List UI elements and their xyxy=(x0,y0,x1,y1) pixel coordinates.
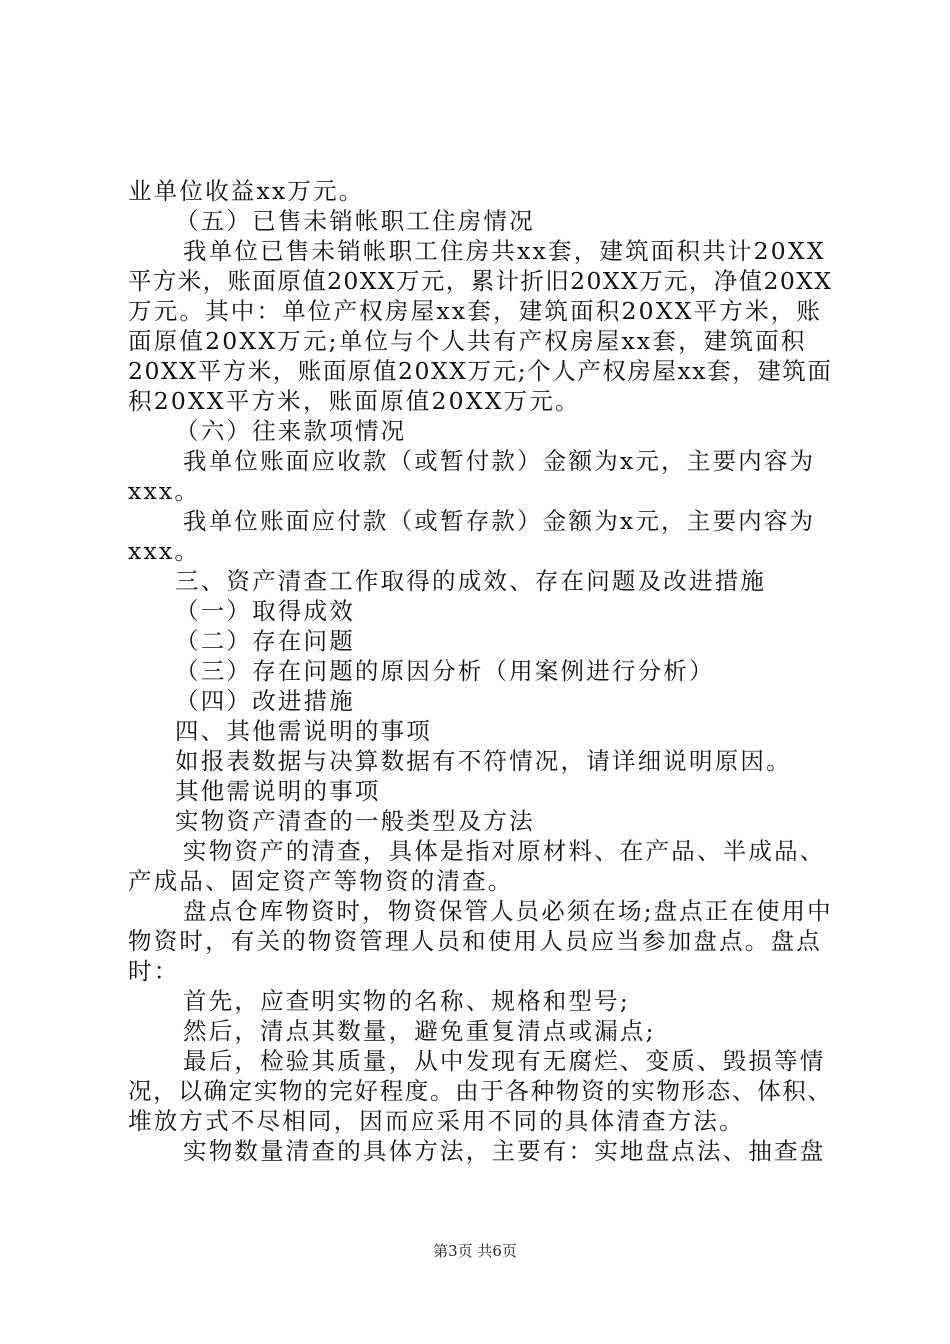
text-line: 实物数量清查的具体方法，主要有：实地盘点法、抽查盘 xyxy=(183,1137,826,1165)
text-line: 盘点仓库物资时，物资保管人员必须在场;盘点正在使用中 xyxy=(183,897,833,925)
text-line: 20XX平方米，账面原值20XX万元;个人产权房屋xx套，建筑面 xyxy=(128,357,833,385)
text-line: 三、资产清查工作取得的成效、存在问题及改进措施 xyxy=(175,567,767,595)
text-line: 然后，清点其数量，避免重复清点或漏点; xyxy=(183,1017,656,1045)
text-line: （四）改进措施 xyxy=(175,687,355,715)
text-line: 四、其他需说明的事项 xyxy=(175,717,432,745)
text-line: 我单位已售未销帐职工住房共xx套，建筑面积共计20XX xyxy=(183,237,826,265)
text-line: 产成品、固定资产等物资的清查。 xyxy=(128,867,514,895)
text-line: 实物资产清查的一般类型及方法 xyxy=(175,807,535,835)
text-line: （二）存在问题 xyxy=(175,627,355,655)
text-line: 况，以确定实物的完好程度。由于各种物资的实物形态、体积、 xyxy=(128,1077,833,1105)
text-line: 其他需说明的事项 xyxy=(175,777,381,805)
text-line: 我单位账面应收款（或暂付款）金额为x元，主要内容为 xyxy=(183,447,816,475)
text-line: 我单位账面应付款（或暂存款）金额为x元，主要内容为 xyxy=(183,507,816,535)
text-line: （六）往来款项情况 xyxy=(175,417,407,445)
text-line: 万元。其中：单位产权房屋xx套，建筑面积20XX平方米，账 xyxy=(128,297,823,325)
text-line: 首先，应查明实物的名称、规格和型号; xyxy=(183,987,631,1015)
text-line: （三）存在问题的原因分析（用案例进行分析） xyxy=(175,657,715,685)
text-line: 最后，检验其质量，从中发现有无腐烂、变质、毁损等情 xyxy=(183,1047,826,1075)
document-body xyxy=(128,176,834,1166)
text-line: 业单位收益xx万元。 xyxy=(128,177,365,205)
text-line: 物资时，有关的物资管理人员和使用人员应当参加盘点。盘点 xyxy=(128,927,822,955)
text-line: 积20XX平方米，账面原值20XX万元。 xyxy=(128,387,581,415)
text-line: xxx。 xyxy=(128,537,201,565)
text-line: 面原值20XX万元;单位与个人共有产权房屋xx套，建筑面积 xyxy=(128,327,807,355)
text-line: 实物资产的清查，具体是指对原材料、在产品、半成品、 xyxy=(183,837,826,865)
text-line: 如报表数据与决算数据有不符情况，请详细说明原因。 xyxy=(175,747,792,775)
text-line: xxx。 xyxy=(128,477,201,505)
text-line: （五）已售未销帐职工住房情况 xyxy=(175,207,535,235)
text-line: 平方米，账面原值20XX万元，累计折旧20XX万元，净值20XX xyxy=(128,267,833,295)
page-footer: 第3页 共6页 xyxy=(433,1242,517,1260)
text-line: 堆放方式不尽相同，因而应采用不同的具体清查方法。 xyxy=(128,1107,745,1135)
text-line: （一）取得成效 xyxy=(175,597,355,625)
text-line: 时： xyxy=(128,957,180,985)
